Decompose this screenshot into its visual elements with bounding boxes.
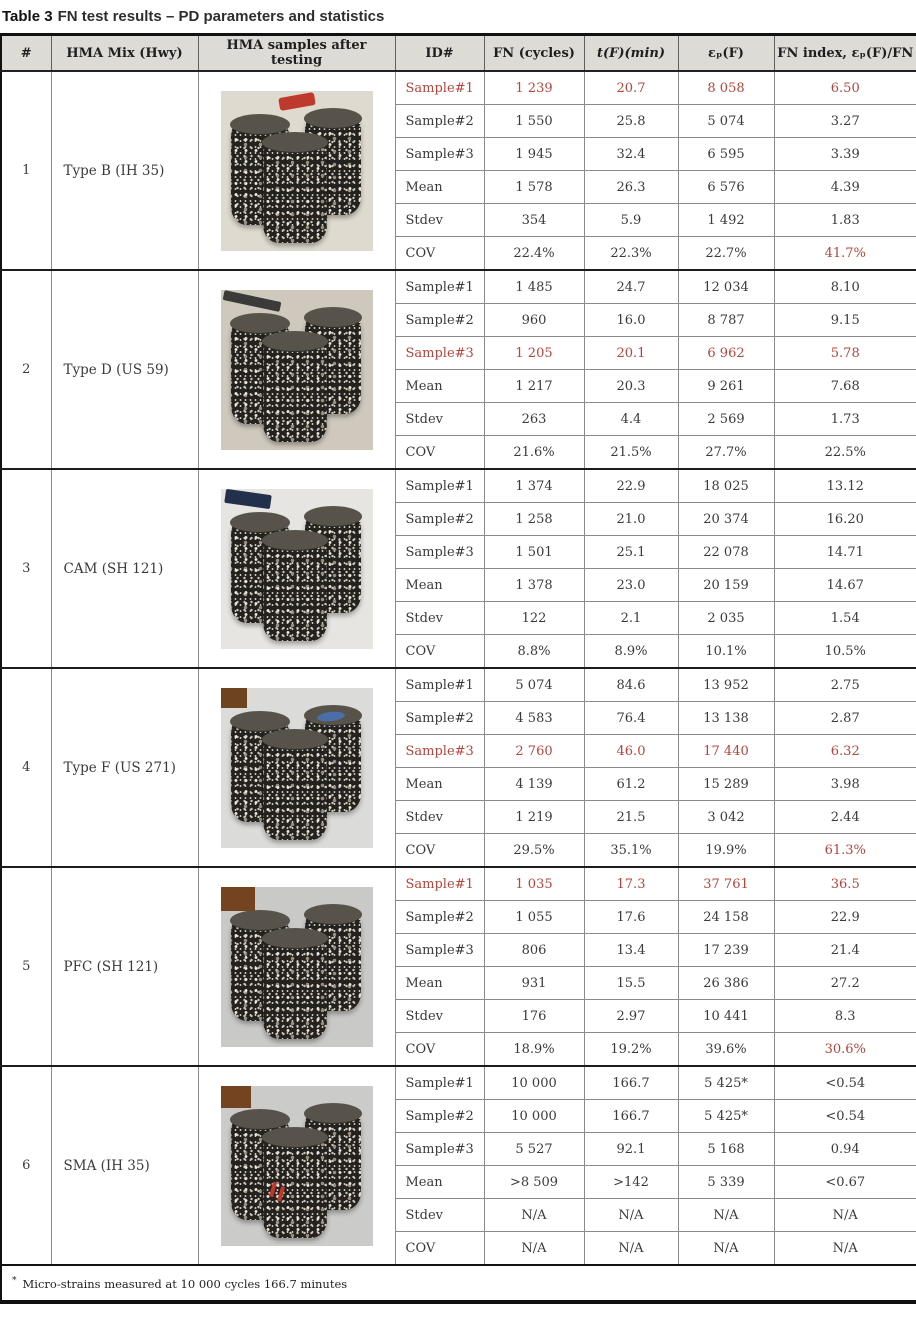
data-cell: 263 xyxy=(484,403,584,436)
data-cell: 5.9 xyxy=(584,204,678,237)
header-row xyxy=(1,35,916,72)
data-cell: 1.73 xyxy=(774,403,916,436)
row-label: Sample#2 xyxy=(395,503,484,536)
specimen-photo xyxy=(221,1086,373,1246)
data-cell: 0.94 xyxy=(774,1133,916,1166)
data-cell: 18 025 xyxy=(678,469,774,503)
row-label: Mean xyxy=(395,370,484,403)
data-cell: 35.1% xyxy=(584,834,678,868)
photo-cell xyxy=(198,270,395,469)
data-cell: 10 000 xyxy=(484,1066,584,1100)
data-cell: 1 219 xyxy=(484,801,584,834)
row-label: Sample#1 xyxy=(395,867,484,901)
data-cell: 3.98 xyxy=(774,768,916,801)
data-cell: 13 952 xyxy=(678,668,774,702)
data-cell: N/A xyxy=(584,1232,678,1266)
row-label: Stdev xyxy=(395,801,484,834)
data-cell: 37 761 xyxy=(678,867,774,901)
data-cell: 1.54 xyxy=(774,602,916,635)
data-cell: 1 501 xyxy=(484,536,584,569)
data-cell: 9 261 xyxy=(678,370,774,403)
photo-cell xyxy=(198,1066,395,1265)
row-label: Stdev xyxy=(395,602,484,635)
data-cell: 354 xyxy=(484,204,584,237)
data-cell: 15.5 xyxy=(584,967,678,1000)
data-cell: 22.5% xyxy=(774,436,916,470)
data-cell: 36.5 xyxy=(774,867,916,901)
data-cell: 27.7% xyxy=(678,436,774,470)
data-cell: 17.3 xyxy=(584,867,678,901)
table-row xyxy=(1,668,916,702)
data-cell: 2.97 xyxy=(584,1000,678,1033)
data-cell: 20.1 xyxy=(584,337,678,370)
photo-cell xyxy=(198,867,395,1066)
data-cell: 21.5 xyxy=(584,801,678,834)
data-cell: 76.4 xyxy=(584,702,678,735)
photo-background-object xyxy=(222,290,281,312)
column-header-0: # xyxy=(1,35,51,72)
row-label: COV xyxy=(395,237,484,271)
data-cell: 3 042 xyxy=(678,801,774,834)
footnote-asterisk: * xyxy=(12,1275,17,1286)
row-label: COV xyxy=(395,834,484,868)
data-cell: 25.8 xyxy=(584,105,678,138)
photo-cell xyxy=(198,71,395,270)
photo-cell xyxy=(198,668,395,867)
data-cell: 1 374 xyxy=(484,469,584,503)
column-header-1: HMA Mix (Hwy) xyxy=(51,35,198,72)
specimen-photo xyxy=(221,887,373,1047)
row-label: COV xyxy=(395,635,484,669)
table-caption-label: Table 3 xyxy=(2,8,53,25)
data-cell: 8.3 xyxy=(774,1000,916,1033)
row-label: Sample#2 xyxy=(395,304,484,337)
data-cell: 1 258 xyxy=(484,503,584,536)
data-cell: 1 055 xyxy=(484,901,584,934)
data-cell: 46.0 xyxy=(584,735,678,768)
data-cell: 2.87 xyxy=(774,702,916,735)
data-cell: 30.6% xyxy=(774,1033,916,1067)
data-cell: 22 078 xyxy=(678,536,774,569)
data-cell: 8 787 xyxy=(678,304,774,337)
data-cell: 22.4% xyxy=(484,237,584,271)
data-cell: 5 425* xyxy=(678,1066,774,1100)
data-cell: 16.20 xyxy=(774,503,916,536)
group-number: 4 xyxy=(1,668,51,867)
data-cell: 1 378 xyxy=(484,569,584,602)
data-cell: 20.3 xyxy=(584,370,678,403)
row-label: Sample#3 xyxy=(395,138,484,171)
photo-background-object xyxy=(221,887,255,911)
data-cell: 4 583 xyxy=(484,702,584,735)
data-cell: 4.4 xyxy=(584,403,678,436)
data-cell: 6.50 xyxy=(774,71,916,105)
data-cell: N/A xyxy=(484,1199,584,1232)
column-header-7: FN index, εₚ(F)/FN xyxy=(774,35,916,72)
data-cell: 14.71 xyxy=(774,536,916,569)
data-cell: <0.67 xyxy=(774,1166,916,1199)
data-cell: 3.27 xyxy=(774,105,916,138)
specimen-cylinder xyxy=(263,539,327,641)
data-cell: 12 034 xyxy=(678,270,774,304)
specimen-cylinder xyxy=(263,340,327,442)
data-cell: 1 578 xyxy=(484,171,584,204)
footnote-text: Micro-strains measured at 10 000 cycles 166.7 minutes xyxy=(22,1276,348,1291)
data-cell: 24.7 xyxy=(584,270,678,304)
data-cell: 1.83 xyxy=(774,204,916,237)
specimen-cylinder xyxy=(263,937,327,1039)
photo-background-object xyxy=(221,1086,251,1108)
column-header-6: εₚ(F) xyxy=(678,35,774,72)
data-cell: 166.7 xyxy=(584,1100,678,1133)
row-label: Sample#3 xyxy=(395,934,484,967)
row-label: Sample#2 xyxy=(395,1100,484,1133)
specimen-photo xyxy=(221,290,373,450)
data-cell: 2.44 xyxy=(774,801,916,834)
specimen-cylinder xyxy=(263,738,327,840)
data-cell: 61.3% xyxy=(774,834,916,868)
data-cell: 27.2 xyxy=(774,967,916,1000)
column-header-2: HMA samples after testing xyxy=(198,35,395,72)
row-label: Sample#1 xyxy=(395,71,484,105)
data-cell: 24 158 xyxy=(678,901,774,934)
data-cell: 4 139 xyxy=(484,768,584,801)
data-cell: 1 485 xyxy=(484,270,584,304)
data-cell: 960 xyxy=(484,304,584,337)
data-cell: N/A xyxy=(584,1199,678,1232)
data-cell: N/A xyxy=(774,1199,916,1232)
data-cell: 22.7% xyxy=(678,237,774,271)
row-label: Sample#3 xyxy=(395,735,484,768)
footnote-row xyxy=(1,1265,916,1302)
table-row xyxy=(1,71,916,105)
row-label: Mean xyxy=(395,768,484,801)
row-label: Stdev xyxy=(395,204,484,237)
data-cell: 20.7 xyxy=(584,71,678,105)
data-cell: 166.7 xyxy=(584,1066,678,1100)
data-cell: 1 945 xyxy=(484,138,584,171)
fn-results-table xyxy=(0,33,916,1304)
row-label: Mean xyxy=(395,569,484,602)
data-cell: 1 035 xyxy=(484,867,584,901)
row-label: COV xyxy=(395,1033,484,1067)
data-cell: 15 289 xyxy=(678,768,774,801)
table-caption-text: FN test results – PD parameters and statistics xyxy=(57,8,385,25)
row-label: Sample#2 xyxy=(395,901,484,934)
data-cell: 26.3 xyxy=(584,171,678,204)
group-number: 2 xyxy=(1,270,51,469)
row-label: Sample#1 xyxy=(395,1066,484,1100)
data-cell: 8.10 xyxy=(774,270,916,304)
data-cell: 13 138 xyxy=(678,702,774,735)
table-row xyxy=(1,270,916,304)
data-cell: N/A xyxy=(678,1199,774,1232)
mix-name: CAM (SH 121) xyxy=(51,469,198,668)
row-label: Sample#2 xyxy=(395,105,484,138)
data-cell: 8.8% xyxy=(484,635,584,669)
table-row xyxy=(1,867,916,901)
data-cell: 26 386 xyxy=(678,967,774,1000)
table-row xyxy=(1,469,916,503)
data-cell: 22.3% xyxy=(584,237,678,271)
data-cell: 17 239 xyxy=(678,934,774,967)
photo-cell xyxy=(198,469,395,668)
row-label: Sample#3 xyxy=(395,1133,484,1166)
data-cell: 122 xyxy=(484,602,584,635)
column-header-3: ID# xyxy=(395,35,484,72)
data-cell: 92.1 xyxy=(584,1133,678,1166)
data-cell: >142 xyxy=(584,1166,678,1199)
data-cell: 6 576 xyxy=(678,171,774,204)
photo-background-object xyxy=(224,489,272,509)
data-cell: 1 239 xyxy=(484,71,584,105)
data-cell: 6 595 xyxy=(678,138,774,171)
row-label: Sample#3 xyxy=(395,337,484,370)
specimen-photo xyxy=(221,688,373,848)
row-label: Sample#1 xyxy=(395,270,484,304)
mix-name: PFC (SH 121) xyxy=(51,867,198,1066)
table-caption xyxy=(2,8,916,25)
row-label: Mean xyxy=(395,967,484,1000)
row-label: COV xyxy=(395,1232,484,1266)
data-cell: 2 035 xyxy=(678,602,774,635)
mix-name: SMA (IH 35) xyxy=(51,1066,198,1265)
data-cell: 8.9% xyxy=(584,635,678,669)
table-footnote xyxy=(1,1265,916,1302)
row-label: Sample#1 xyxy=(395,469,484,503)
data-cell: 5 425* xyxy=(678,1100,774,1133)
row-label: Stdev xyxy=(395,1000,484,1033)
data-cell: 7.68 xyxy=(774,370,916,403)
data-cell: 19.9% xyxy=(678,834,774,868)
data-cell: 23.0 xyxy=(584,569,678,602)
data-cell: 16.0 xyxy=(584,304,678,337)
row-label: Mean xyxy=(395,1166,484,1199)
data-cell: 13.12 xyxy=(774,469,916,503)
specimen-cylinder xyxy=(263,141,327,243)
group-number: 5 xyxy=(1,867,51,1066)
data-cell: <0.54 xyxy=(774,1100,916,1133)
row-label: Sample#3 xyxy=(395,536,484,569)
data-cell: 5.78 xyxy=(774,337,916,370)
group-number: 6 xyxy=(1,1066,51,1265)
data-cell: 2 569 xyxy=(678,403,774,436)
data-cell: 5 074 xyxy=(484,668,584,702)
mix-name: Type F (US 271) xyxy=(51,668,198,867)
data-cell: 10.5% xyxy=(774,635,916,669)
data-cell: 1 550 xyxy=(484,105,584,138)
column-header-5: t(F)(min) xyxy=(584,35,678,72)
row-label: Stdev xyxy=(395,403,484,436)
data-cell: 931 xyxy=(484,967,584,1000)
specimen-photo xyxy=(221,91,373,251)
data-cell: 18.9% xyxy=(484,1033,584,1067)
data-cell: 4.39 xyxy=(774,171,916,204)
data-cell: <0.54 xyxy=(774,1066,916,1100)
column-header-4: FN (cycles) xyxy=(484,35,584,72)
data-cell: 10 441 xyxy=(678,1000,774,1033)
data-cell: 8 058 xyxy=(678,71,774,105)
data-cell: >8 509 xyxy=(484,1166,584,1199)
data-cell: 14.67 xyxy=(774,569,916,602)
data-cell: 1 217 xyxy=(484,370,584,403)
mix-name: Type B (IH 35) xyxy=(51,71,198,270)
data-cell: 84.6 xyxy=(584,668,678,702)
table-row xyxy=(1,1066,916,1100)
data-cell: 21.4 xyxy=(774,934,916,967)
data-cell: 21.0 xyxy=(584,503,678,536)
data-cell: 1 492 xyxy=(678,204,774,237)
data-cell: 3.39 xyxy=(774,138,916,171)
photo-background-object xyxy=(278,91,316,110)
data-cell: 5 339 xyxy=(678,1166,774,1199)
data-cell: 22.9 xyxy=(584,469,678,503)
data-cell: 2 760 xyxy=(484,735,584,768)
data-cell: 39.6% xyxy=(678,1033,774,1067)
data-cell: 13.4 xyxy=(584,934,678,967)
data-cell: 10.1% xyxy=(678,635,774,669)
data-cell: 32.4 xyxy=(584,138,678,171)
row-label: Sample#2 xyxy=(395,702,484,735)
group-number: 1 xyxy=(1,71,51,270)
data-cell: 806 xyxy=(484,934,584,967)
data-cell: 20 374 xyxy=(678,503,774,536)
data-cell: 9.15 xyxy=(774,304,916,337)
data-cell: 17.6 xyxy=(584,901,678,934)
data-cell: 6 962 xyxy=(678,337,774,370)
mix-name: Type D (US 59) xyxy=(51,270,198,469)
data-cell: 41.7% xyxy=(774,237,916,271)
data-cell: 20 159 xyxy=(678,569,774,602)
photo-background-object xyxy=(221,688,247,708)
data-cell: 176 xyxy=(484,1000,584,1033)
data-cell: 5 168 xyxy=(678,1133,774,1166)
row-label: Mean xyxy=(395,171,484,204)
row-label: Sample#1 xyxy=(395,668,484,702)
specimen-photo xyxy=(221,489,373,649)
group-number: 3 xyxy=(1,469,51,668)
data-cell: 19.2% xyxy=(584,1033,678,1067)
row-label: COV xyxy=(395,436,484,470)
data-cell: 25.1 xyxy=(584,536,678,569)
data-cell: 5 527 xyxy=(484,1133,584,1166)
data-cell: 2.75 xyxy=(774,668,916,702)
data-cell: 1 205 xyxy=(484,337,584,370)
data-cell: 10 000 xyxy=(484,1100,584,1133)
data-cell: N/A xyxy=(484,1232,584,1266)
data-cell: 29.5% xyxy=(484,834,584,868)
data-cell: 21.5% xyxy=(584,436,678,470)
data-cell: 2.1 xyxy=(584,602,678,635)
data-cell: 22.9 xyxy=(774,901,916,934)
data-cell: 61.2 xyxy=(584,768,678,801)
data-cell: 5 074 xyxy=(678,105,774,138)
data-cell: 17 440 xyxy=(678,735,774,768)
data-cell: N/A xyxy=(774,1232,916,1266)
row-label: Stdev xyxy=(395,1199,484,1232)
data-cell: 6.32 xyxy=(774,735,916,768)
data-cell: 21.6% xyxy=(484,436,584,470)
data-cell: N/A xyxy=(678,1232,774,1266)
